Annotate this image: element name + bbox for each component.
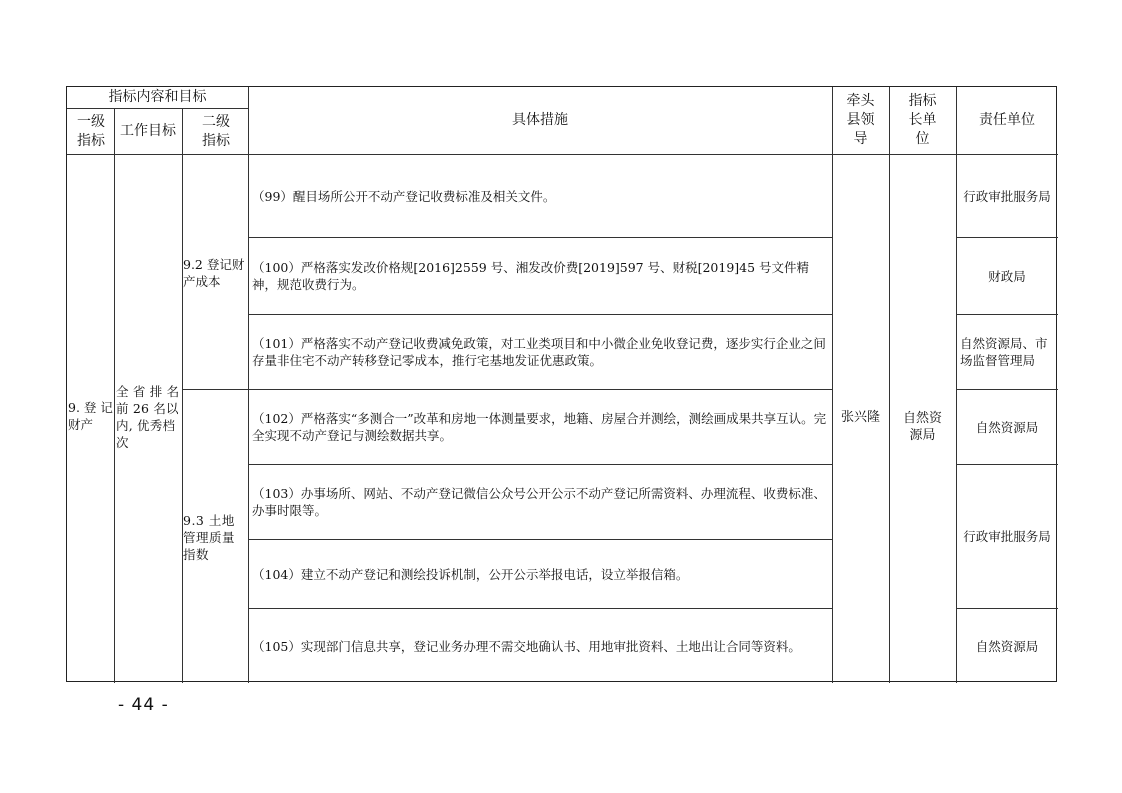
grid-line — [182, 389, 248, 390]
header-group-label: 指标内容和目标 — [108, 89, 207, 105]
measure-item: （102）严格落实“多测合一”改革和房地一体测量要求，地籍、房屋合并测绘，测绘画成果共享互认。完全实现不动产登记与测绘数据共享。 — [252, 411, 827, 443]
grid-line — [889, 87, 890, 683]
header-goal: 工作目标 — [120, 122, 176, 139]
grid-line — [832, 87, 833, 683]
work-goal: 全 省 排 名 前 26 名以内, 优秀档次 — [116, 384, 180, 450]
grid-line — [182, 108, 183, 683]
responsible-unit: 财政局 — [988, 268, 1026, 284]
header-owner: 指标长单位 — [908, 93, 937, 147]
measure-item: （99）醒目场所公开不动产登记收费标准及相关文件。 — [252, 188, 556, 204]
header-responsible: 责任单位 — [979, 112, 1035, 128]
responsible-unit: 行政审批服务局 — [963, 529, 1051, 544]
header-level1: 一级指标 — [77, 113, 105, 149]
measure-item: （101）严格落实不动产登记收费减免政策，对工业类项目和中小微企业免收登记费，逐步实行企业之间存量非住宅不动产转移登记零成本，推行宅基地发证优惠政策。 — [252, 336, 826, 368]
level2-indicator: 9.3 土地管理质量指数 — [183, 513, 236, 562]
lead-county-leader: 张兴隆 — [840, 409, 880, 425]
level2-indicator: 9.2 登记财产成本 — [183, 257, 245, 289]
measures-table — [66, 86, 1057, 682]
header-leader: 牵头县领导 — [846, 93, 875, 147]
measure-item: （103）办事场所、网站、不动产登记微信公众号公开公示不动产登记所需资料、办理流程、收费标准、办事时限等。 — [252, 486, 826, 518]
measure-item: （104）建立不动产登记和测绘投诉机制，公开公示举报电话，设立举报信箱。 — [252, 566, 689, 582]
level1-indicator: 9. 登 记 财产 — [68, 400, 113, 432]
responsible-unit: 行政审批服务局 — [963, 188, 1051, 204]
indicator-owner-unit: 自然资源局 — [903, 411, 943, 443]
responsible-unit: 自然资源局 — [975, 419, 1039, 435]
header-measures: 具体措施 — [512, 112, 568, 128]
measure-item: （100）严格落实发改价格规[2016]2559 号、湘发改价费[2019]597 号、财税[2019]45 号文件精神，规范收费行为。 — [252, 260, 810, 292]
responsible-unit: 自然资源局 — [975, 638, 1039, 654]
responsible-unit: 自然资源局、市场监督管理局 — [960, 336, 1048, 368]
page-number: - 44 - — [118, 695, 169, 715]
header-level2: 二级指标 — [202, 113, 230, 149]
grid-line — [114, 154, 115, 683]
measure-item: （105）实现部门信息共享，登记业务办理不需交地确认书、用地审批资料、土地出让合同等资料。 — [252, 638, 801, 654]
